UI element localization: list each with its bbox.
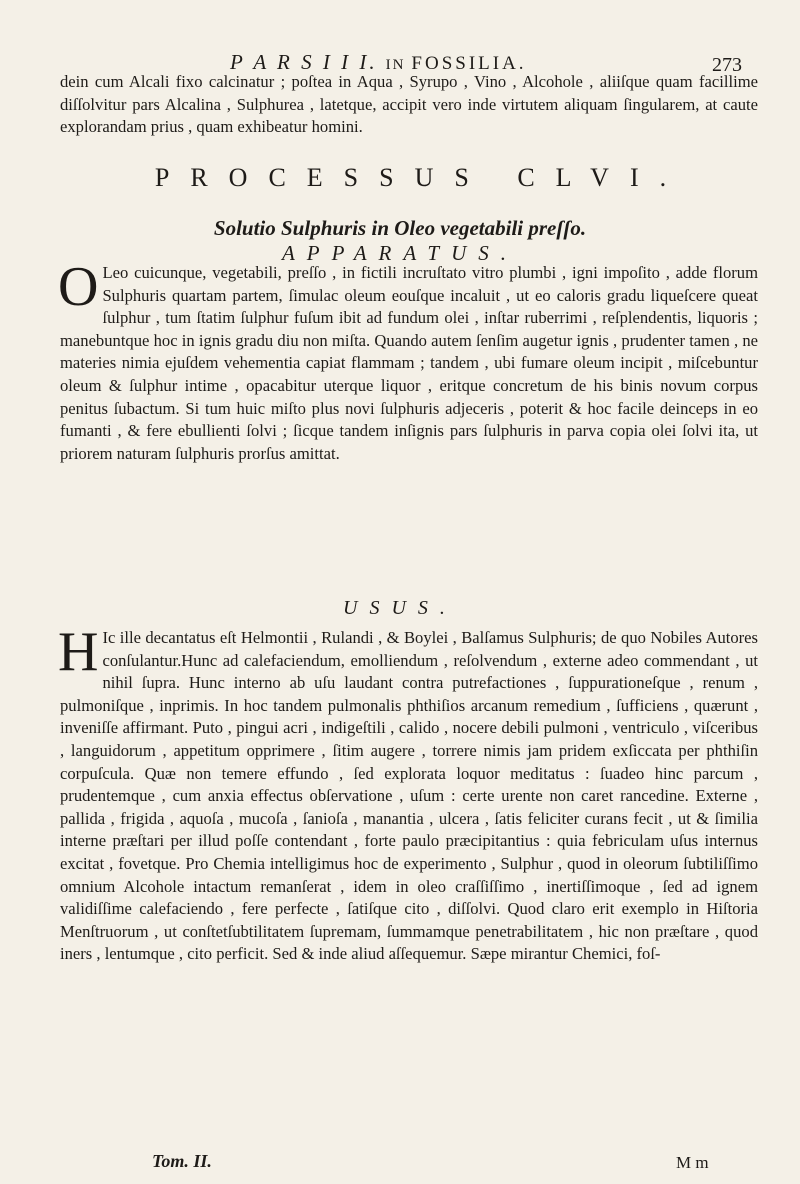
- volume-label: Tom. II.: [152, 1151, 212, 1171]
- signature-mark: M m: [676, 1153, 709, 1172]
- usus-drop-cap: H: [58, 621, 99, 683]
- process-subtitle: Solutio Sulphuris in Oleo vegetabili preſſo.: [213, 216, 587, 240]
- apparatus-paragraph: [58, 256, 758, 465]
- process-title: PROCESSUS CLVI.: [154, 163, 688, 192]
- usus-paragraph: [58, 621, 758, 966]
- running-head-in: IN: [385, 57, 406, 73]
- page-number: 273: [712, 54, 742, 76]
- apparatus-heading: APPARATUS.: [281, 241, 519, 265]
- usus-heading: USUS.: [343, 597, 457, 619]
- continuation-paragraph: dein cum Alcali fixo calcinatur ; poſtea in Aqua , Syrupo , Vino , Alcohole , aliiſque quam facillime diſſolvitur pars Alcalina , Sulphurea , latetque, accipit vero inde virtutem aliquam ſingularem, at caute explorandam prius , quam exhibeatur homini.: [60, 72, 758, 137]
- apparatus-text: Leo cuicunque, vegetabili, preſſo , in fictili incruſtato vitro plumbi , igni impoſito , adde florum Sulphuris quartam partem, ſimulac oleum eouſque incaluit , ut eo caloris gradu liqueſcere queat ſulphur , tum ſtatim ſulphur fuſum ibit ad fundum olei , inſtar ruberrimi , reſplendentis, liquoris ; manebuntque hoc in ignis gradu diu non miſta. Quando autem ſenſim augetur ignis , prudenter tamen , ne materies nimia ejuſdem vehementia capiat flammam ; tandem , ubi fumare oleum incipit , miſcebuntur oleum & ſulphur intime , opacabitur uterque liquor , eritque concretum de his binis novum corpus penitus ſubactum. Si tum huic miſto plus novi ſulphuris adjeceris , poterit & hoc facile deinceps in eo fumanti , & fere ebullienti ſolvi ; ſicque tandem inſignis pars ſulphuris in parva copia olei ſolvi ita, ut priorem naturam ſulphuris prorſus amittat.: [60, 263, 758, 463]
- running-head-fossilia: FOSSILIA.: [411, 53, 527, 74]
- running-head-pars: P A R S I I I.: [230, 50, 378, 74]
- apparatus-drop-cap: O: [58, 256, 99, 318]
- usus-text: Ic ille decantatus eſt Helmontii , Rulandi , & Boylei , Balſamus Sulphuris; de quo Nobiles Autores conſulantur.Hunc ad calefaciendum, emolliendum , reſolvendum , externe adeo commendant , ut nihil ſupra. Hunc interno ab uſu laudant contra putrefactiones , ſuppurationeſque , renum , pulmoniſque , inprimis. In hoc tandem pulmonalis phthiſios arcanum remedium , ſufficiens , quærunt , inveniſſe affirmant. Puto , pingui acri , indigeſtili , calido , nocere debili pulmoni , ventriculo , viſceribus , languidorum , appetitum opprimere , ſitim augere , torrere nimis jam pridem exſiccata per phthiſin corpuſcula. Quæ non temere effundo , ſed explorata loquor meditatus : ſuadeo hinc parcum , prudentemque , cum anxia effectus obſervatione , uſum : certe urente non caret rancedine. Externe , pallida , frigida , aquoſa , mucoſa , ſanioſa , manantia , ulcera , ſatis feliciter curans fecit , ut & ſimilia interne præſtari per illud poſſe contendant , forte paulo præcipitantius : quia febriculam uſus internus excitat , fovetque. Pro Chemia intelligimus hoc de experimento , Sulphur , quod in oleorum ſubtiliſſimo omnium Alcohole intactum remanſerat , idem in oleo craſſiſſimo , inertiſſimoque , ſed ad ignem validiſſime calefaciendo , fere perfecte , ſatiſque cito , diſſolvi. Quod claro erit exemplo in Hiſtoria Menſtruorum , ut conſtetſubtilitatem ſupremam, ſummamque penetrabilitatem , hic non præſtare , quod iners , lentumque , cito perficit. Sed & inde aliud aſſequemur. Sæpe mirantur Chemici, foſ-: [60, 628, 758, 964]
